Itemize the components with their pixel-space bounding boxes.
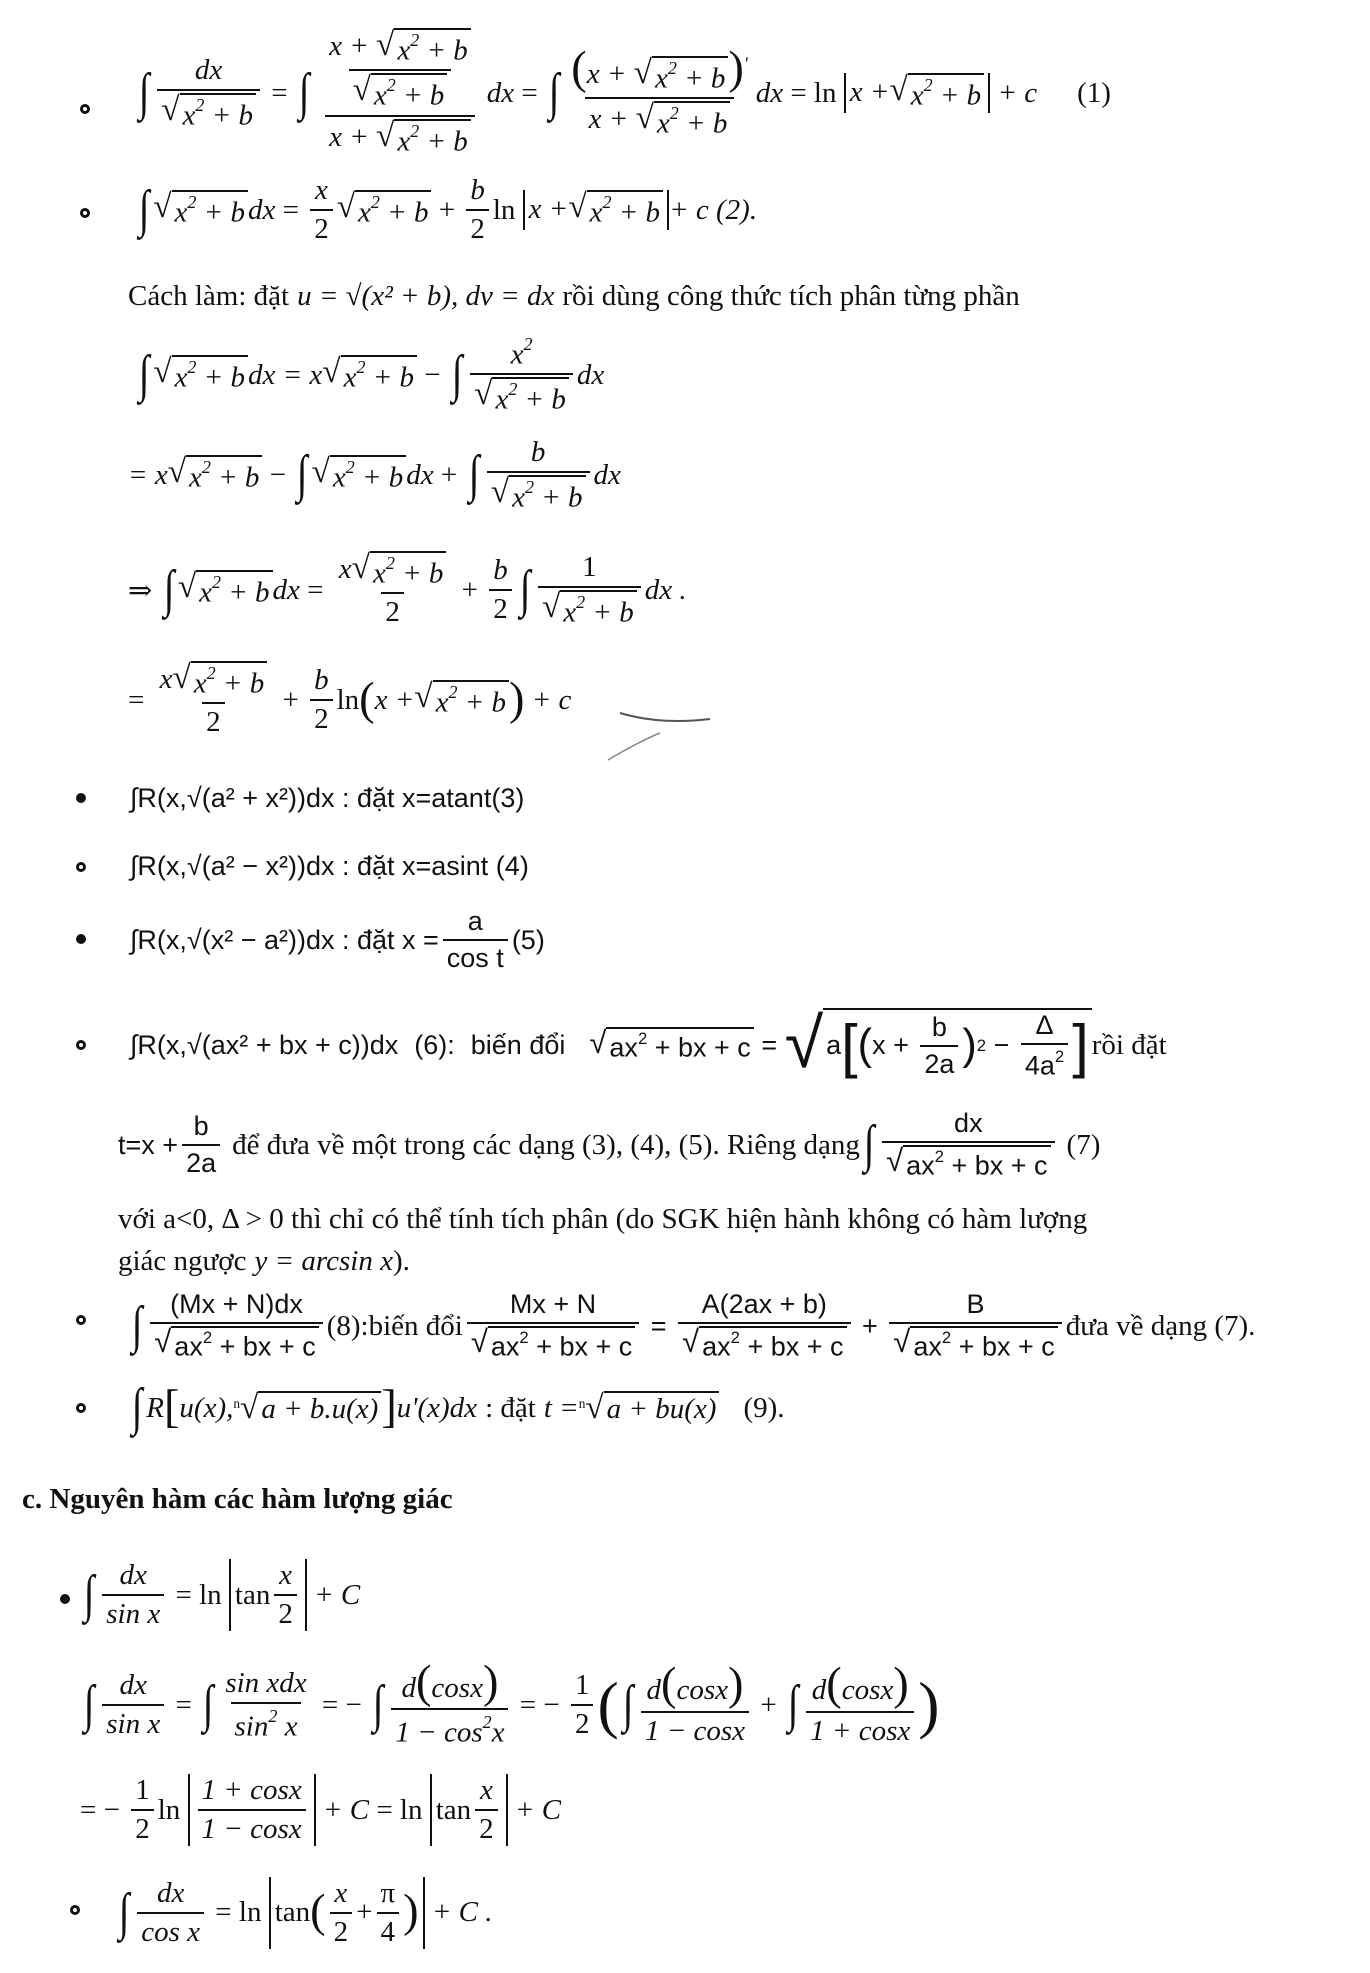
formula-4-text: ∫R(x,√(a² − x²))dx : đặt x=asint (4) xyxy=(130,850,529,881)
bullet xyxy=(76,1315,86,1325)
derivation-2: = x √ $x^2 + b$ − ∫ √ $x^2 + b$ dx + ∫ b √ $x^2 + b$ dx xyxy=(128,435,621,514)
note-text-1: với a<0, Δ > 0 thì chỉ có thể tính tích phân (do SGK hiện hành không có hàm lượng xyxy=(118,1202,1088,1235)
method-text: Cách làm: đặt xyxy=(128,279,290,312)
bullet xyxy=(70,1905,80,1915)
bullet xyxy=(76,934,86,944)
formula-8: ∫ (Mx + N)dx √ $ax^2$ + bx + c (8):biến đổi Mx + N √ $ax^2$ + bx + c = A(2ax + b) √ $ax^2$ + bx + c + B √ $ax^2$ + bx + c đưa về dạng (7). xyxy=(131,1289,1256,1362)
formula-7-label: (7) xyxy=(1066,1128,1101,1161)
formula-5: ∫R(x,√(x² − a²))dx : đặt x = $\frac{a}{\text{cos t}}$ (5) xyxy=(130,906,545,973)
formula-7-line: t= x + $\frac{b}{2a}$ để đưa về một trong các dạng (3), (4), (5). Riêng dạng ∫ dx √ $ax^2$ + bx + c (7) xyxy=(118,1108,1101,1181)
method-line xyxy=(128,272,1370,320)
bullet xyxy=(76,1403,86,1413)
formula-7-text: để đưa về một trong các dạng (3), (4), (5). Riêng dạng xyxy=(232,1128,860,1161)
note-line-2 xyxy=(118,1240,1370,1282)
bullet xyxy=(76,1040,86,1050)
formula-6: ∫R(x,√(ax² + bx + c))dx (6): biến đổi √ $ax^2$ + bx + c = √ a [ ( x + $\frac{b}{2a}$ ) 2 − $\frac{\Delta}{4a^2}$ ] rồi đặt xyxy=(130,1003,1167,1083)
formula-2: ∫ √ $x^2 + b$ dx = $\frac{x}{2}$ √ $x^2 + b$ + $\frac{b}{2}$ ln x + √ $x^2 + b$ + c (2). xyxy=(138,174,758,245)
derivation-1: ∫ √ $x^2 + b$ dx = x √ $x^2 + b$ − ∫ $x^2$ √ $x^2 + b$ dx xyxy=(138,333,605,416)
formula-text: + c (2). xyxy=(669,193,758,226)
trig-formula-2: ∫ $\frac{dx}{\text{cos x}}$ = ln tan ( $\frac{x}{2}$ + $\frac{\pi}{4}$ ) + C . xyxy=(118,1876,493,1948)
bullet xyxy=(76,793,86,803)
formula-8-end: đưa về dạng (7). xyxy=(1065,1309,1256,1342)
formula-6-label: (6): xyxy=(414,1029,455,1060)
formula-label: (1) xyxy=(1077,76,1111,109)
formula-8-label: (8):biến đổi xyxy=(326,1309,463,1342)
t-prefix: t= xyxy=(118,1129,142,1160)
handwritten-stroke xyxy=(600,705,720,765)
trig-formula-1: ∫ $\frac{dx}{\text{sin x}}$ = ln tan $\frac{x}{2}$ + C xyxy=(83,1559,361,1630)
note-arcsin: y = arcsin x xyxy=(254,1244,393,1277)
formula-9-text: : đặt xyxy=(485,1391,536,1424)
formula-4 xyxy=(130,838,1370,894)
formula-6-text: ∫R(x,√(ax² + bx + c))dx xyxy=(130,1029,399,1060)
method-substitution: u = √(x² + b), dv = dx xyxy=(297,279,555,312)
formula-6-verb: biến đổi xyxy=(470,1029,566,1060)
trig-derivation-2: = − $\frac{1}{2}$ ln $\frac{1 + \cos x}{1 - \cos x}$ + C = ln tan $\frac{x}{2}$ + C xyxy=(80,1774,562,1845)
formula-1: ∫ dx √ $x^2 + b$ = ∫ x + √ $x^2 + b$ √ $x^2 + b$ x + √ $x^2 + b$ dx = ∫ (x + √ $x^2 + b$ )' x + √ $x^2 + b$ dx = ln x + √ $x^2 + b$ + c (1) xyxy=(138,25,1111,158)
method-rest: rồi dùng công thức tích phân từng phần xyxy=(562,279,1020,312)
bullet xyxy=(76,862,86,872)
note-end: ). xyxy=(392,1244,410,1277)
bullet xyxy=(80,104,90,114)
trig-derivation-1: ∫ $\frac{dx}{\text{sin x}}$ = ∫ $\frac{\text{sin xdx}}{\sin^2 x}$ = − ∫ $\frac{d(\cos x)}{1 - \cos^2x}$ = − $\frac{1}{2}$ ( ∫ $\frac{d(\cos x)}{1 - \cos x}$ + ∫ $\frac{d(\cos x)}{1 + \cos x}$ ) xyxy=(83,1657,940,1749)
formula-9: ∫ R [ u(x), $^n$√ a + b.u(x) ] u'(x)dx : đặt t = $^n$√ a + bu(x) (9). xyxy=(131,1379,785,1436)
bullet xyxy=(80,208,90,218)
note-text-2: giác ngược xyxy=(118,1244,247,1277)
formula-5-text: ∫R(x,√(x² − a²))dx : đặt x = xyxy=(130,924,439,955)
formula-3 xyxy=(130,770,1370,826)
note-line-1 xyxy=(118,1198,1370,1240)
derivation-3: ⇒ ∫ √ $x^2 + b$ dx = x √ $x^2 + b$ 2 + $\frac{b}{2}$ ∫ 1 √ $x^2 + b$ dx . xyxy=(128,548,687,629)
formula-6-end: rồi đặt xyxy=(1091,1028,1167,1061)
bullet xyxy=(60,1594,70,1604)
derivation-4: = x √ $x^2 + b$ 2 + $\frac{b}{2}$ ln ( x + √ $x^2 + b$ ) + c xyxy=(128,658,572,739)
section-heading: c. Nguyên hàm các hàm lượng giác xyxy=(22,1483,453,1515)
formula-3-text: ∫R(x,√(a² + x²))dx : đặt x=atant(3) xyxy=(130,782,525,813)
formula-5-label: (5) xyxy=(511,924,545,955)
formula-9-label: (9). xyxy=(743,1391,785,1424)
